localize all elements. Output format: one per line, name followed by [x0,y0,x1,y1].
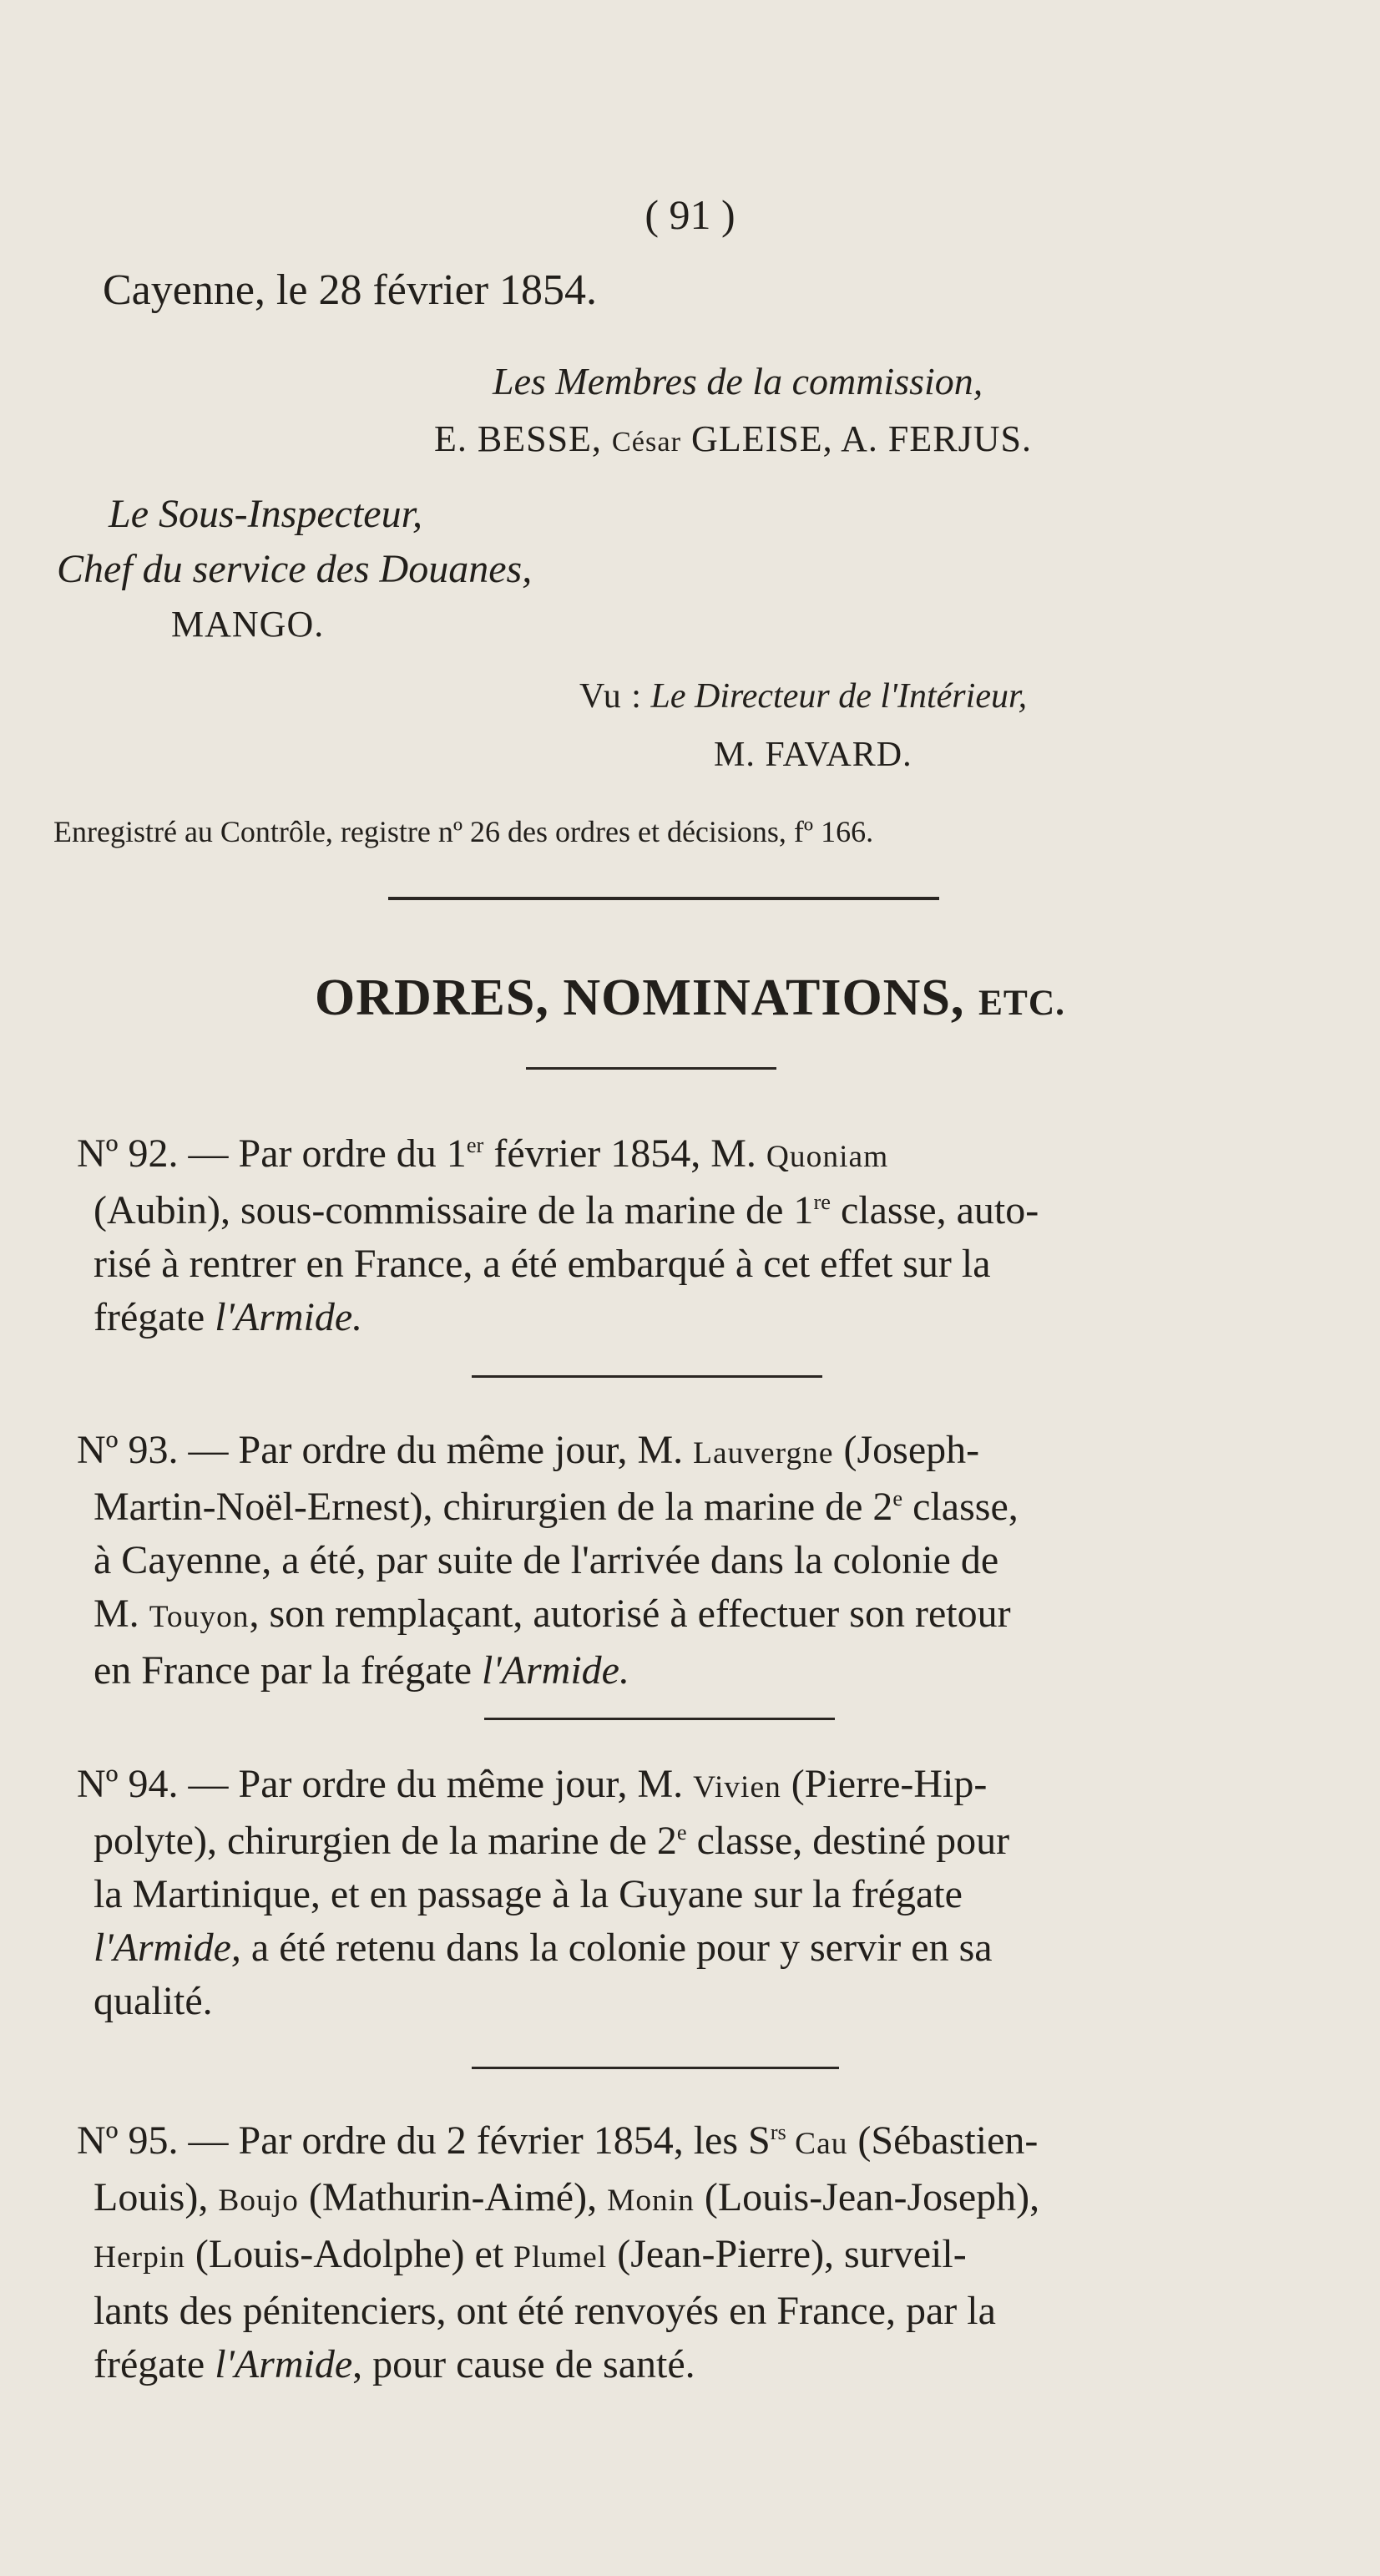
cesar-name: César [611,426,682,458]
commission-title: Les Membres de la commission, [493,360,983,402]
page-number: ( 91 ) [645,191,735,238]
mango-signature: MANGO. [171,604,325,645]
order-paragraph-95: Nº 95. — Par ordre du 2 février 1854, les $S^{rs}$ Cau (Sébastien- Louis), Boujo (Mathurin-Aimé), Monin (Louis-Jean-Joseph), Herpin (Louis-Adolphe) et Plumel (Jean-Pierre), surveil- lants des pénitenciers, ont été renvoyés en France, par la frégate l'Armide, pour cause de santé. [77,2118,1040,2386]
section-heading: ORDRES, NOMINATIONS, ETC. [314,969,1066,1026]
divider-rule [484,1718,835,1720]
divider-rule [526,1067,776,1070]
sous-inspecteur-title: Le Sous-Inspecteur, [109,492,422,536]
divider-rule [388,897,939,900]
favard-signature: M. FAVARD. [714,736,912,774]
order-paragraph-93: Nº 93. — Par ordre du même jour, M. Lauvergne (Joseph- Martin-Noël-Ernest), chirurgien de la marine de 2e classe, à Cayenne, a été, par suite de l'arrivée dans la colonie de M. Touyon, son remplaçant, autorisé à effectuer son retour en France par la frégate l'Armide. [77,1428,1019,1693]
chef-service-title: Chef du service des Douanes, [57,547,533,591]
order-paragraph-94: Nº 94. — Par ordre du même jour, M. Vivien (Pierre-Hip- polyte), chirurgien de la marine de 2e classe, destiné pour la Martinique, et en passage à la Guyane sur la frégate l'Armide, a été retenu dans la colonie pour y servir en sa qualité. [77,1762,1010,2023]
commission-names: E. BESSE, César GLEISE, A. FERJUS. [434,418,1032,459]
divider-rule [472,1375,822,1378]
divider-rule [472,2067,839,2069]
place-date: Cayenne, le 28 février 1854. [103,266,598,314]
registration-note: Enregistré au Contrôle, registre nº 26 des ordres et décisions, fº 166. [53,815,874,848]
vu-line: Vu : Le Directeur de l'Intérieur, [579,677,1028,716]
order-paragraph-92: Nº 92. — Par ordre du 1er février 1854, M. Quoniam (Aubin), sous-commissaire de la marine de 1re classe, auto- risé à rentrer en France, a été embarqué à cet effet sur la frégate l'Armide. [77,1131,1039,1339]
